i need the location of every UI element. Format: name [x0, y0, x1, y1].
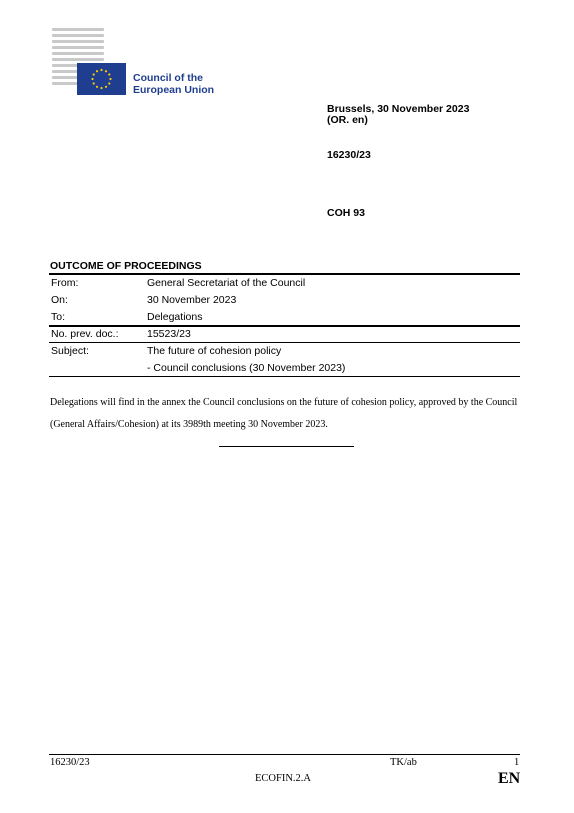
to-value: Delegations	[147, 311, 203, 323]
organisation-name	[133, 72, 214, 96]
table-subject-rule	[49, 342, 520, 343]
body-paragraph: Delegations will find in the annex the Council conclusions on the future of cohesion policy, approved by the Council (General Affairs/Cohesion) at its 3989th meeting 30 November 2023.	[50, 397, 518, 430]
org-line-1: Council of the	[133, 72, 203, 84]
on-label: On:	[51, 294, 68, 306]
document-number: 16230/23	[327, 149, 371, 161]
subject-label: Subject:	[51, 345, 89, 357]
footer-rule	[49, 754, 520, 755]
footer-initials: TK/ab	[390, 757, 417, 768]
subject-line-1: The future of cohesion policy	[147, 345, 282, 357]
eu-flag-icon	[77, 63, 126, 95]
table-mid-rule	[49, 325, 520, 327]
prev-doc-value: 15523/23	[147, 328, 191, 340]
table-bottom-rule	[49, 376, 520, 377]
table-top-rule	[49, 273, 520, 275]
footer-language: EN	[498, 770, 521, 787]
separator-line	[219, 446, 354, 447]
from-value: General Secretariat of the Council	[147, 277, 306, 289]
footer-department: ECOFIN.2.A	[255, 773, 312, 784]
footer-page-number: 1	[514, 757, 520, 768]
from-label: From:	[51, 277, 79, 289]
org-line-2: European Union	[133, 84, 215, 96]
on-value: 30 November 2023	[147, 294, 237, 306]
to-label: To:	[51, 311, 66, 323]
subject-line-2: - Council conclusions (30 November 2023)	[147, 362, 346, 374]
original-language: (OR. en)	[327, 114, 368, 126]
interinstitutional-code: COH 93	[327, 207, 365, 219]
prev-doc-label: No. prev. doc.:	[51, 328, 119, 340]
place-date: Brussels, 30 November 2023	[327, 103, 470, 115]
outcome-title: OUTCOME OF PROCEEDINGS	[50, 260, 202, 272]
footer-doc-number: 16230/23	[50, 757, 90, 768]
